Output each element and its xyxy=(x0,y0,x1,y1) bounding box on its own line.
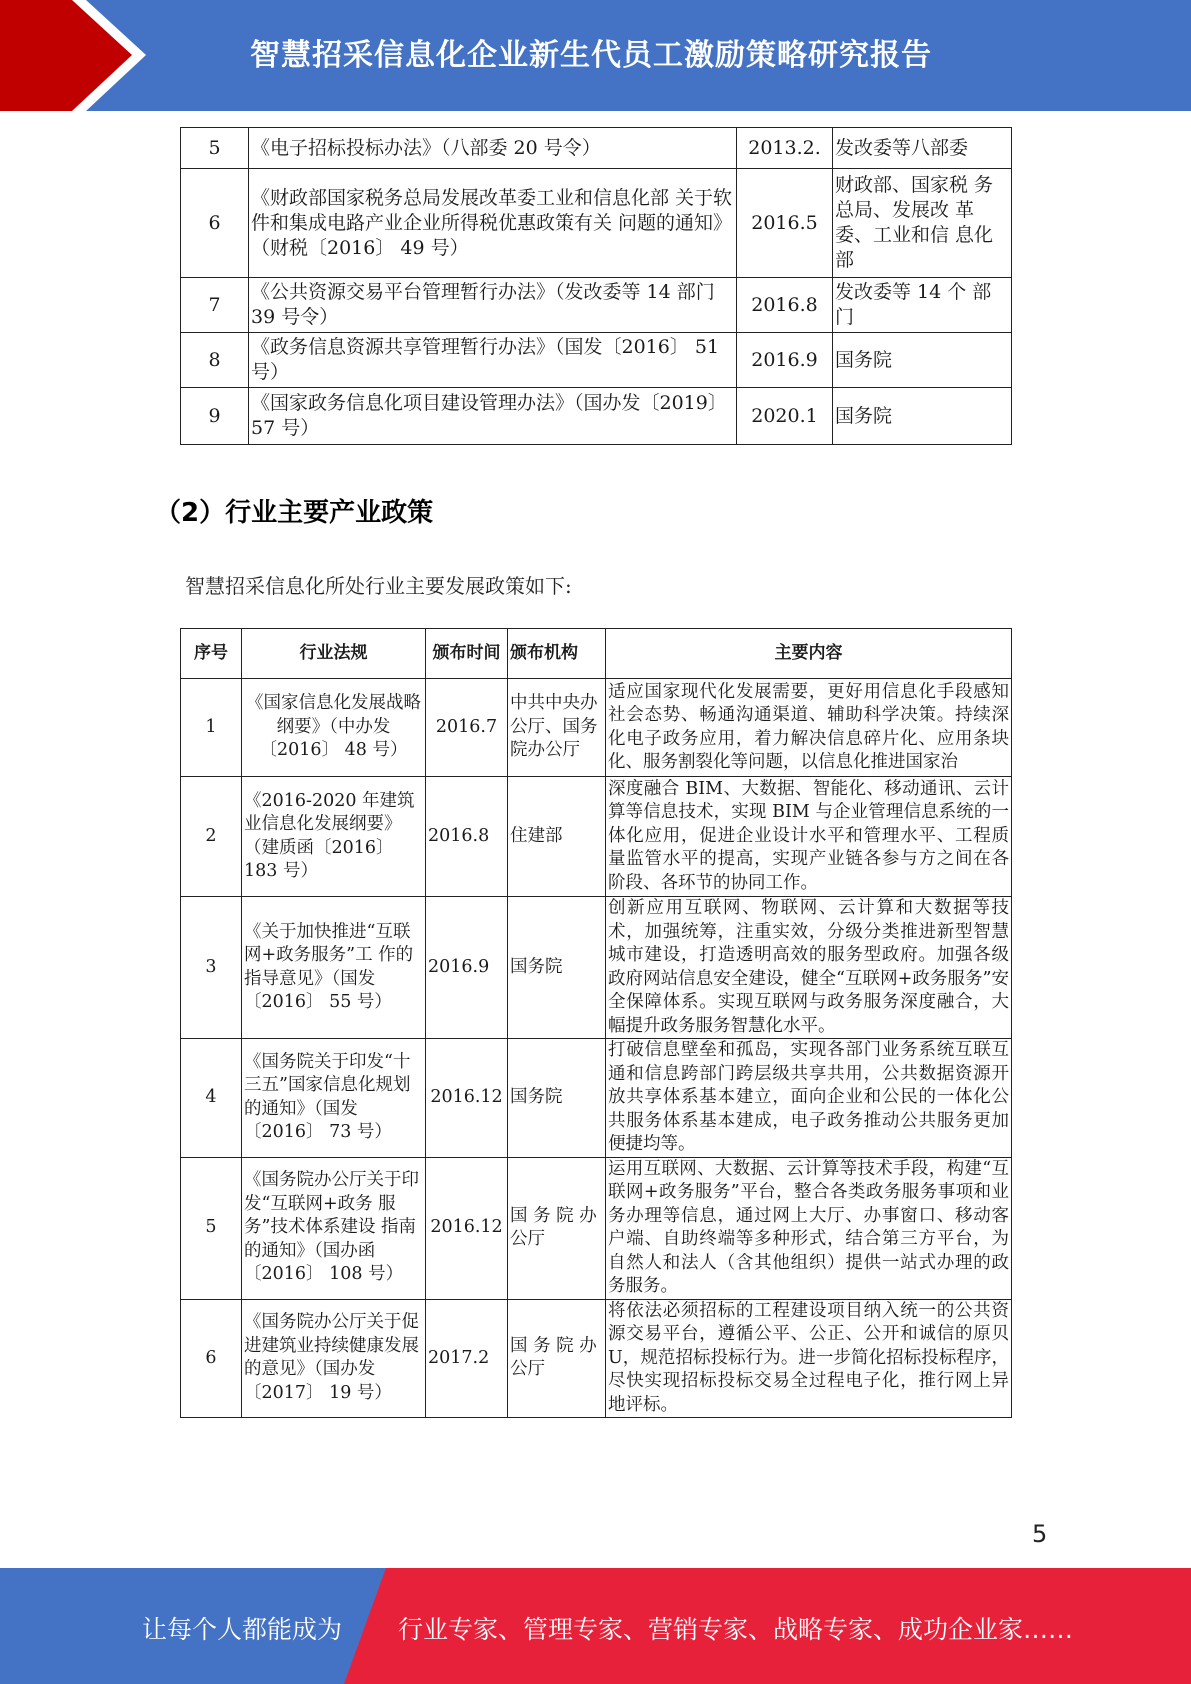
footer-slogan-right: 行业专家、管理专家、营销专家、战略专家、成功企业家…… xyxy=(398,1615,1074,1644)
table-row xyxy=(181,777,1012,897)
regulation-name: 《关于加快推进“互联网+政务服务”工 作的指导意见》（国发〔2016〕 55 号） xyxy=(242,897,426,1039)
issue-date: 2016.8 xyxy=(426,777,508,897)
section-heading: （2）行业主要产业政策 xyxy=(155,498,434,528)
regulation-name: 《2016-2020 年建筑 业信息化发展纲要》（建质函〔2016〕 183 号） xyxy=(242,777,426,897)
table-row xyxy=(181,897,1012,1039)
issue-date: 2016.12 xyxy=(426,1039,508,1158)
regulation-name: 《财政部国家税务总局发展改革委工业和信息化部 关于软件和集成电路产业企业所得税优惠政策有关 问题的通知》（财税〔2016〕 49 号） xyxy=(249,169,737,278)
regulation-name: 《公共资源交易平台管理暂行办法》（发改委等 14 部门 39 号令） xyxy=(249,278,737,333)
regulation-name: 《国务院关于印发“十三五”国家信息化规划的通知》（国发〔2016〕 73 号） xyxy=(242,1039,426,1158)
main-content: 运用互联网、大数据、云计算等技术手段，构建“互联网+政务服务”平台，整合各类政务服务事项和业务办理等信息，通过网上大厅、办事窗口、移动客户端、自助终端等多种形式，结合第三方平台，为自然人和法人（含其他组织）提供一站式办理的政务服务。 xyxy=(606,1157,1012,1299)
main-content: 深度融合 BIM、大数据、智能化、移动通讯、云计算等信息技术，实现 BIM 与企业管理信息系统的一体化应用，促进企业设计水平和管理水平、工程质量监管水平的提高，实现产业链各参与方之间在各阶段、各环节的协同工作。 xyxy=(606,777,1012,897)
section-intro: 智慧招采信息化所处行业主要发展政策如下: xyxy=(185,574,572,598)
issue-date: 2016.5 xyxy=(737,169,833,278)
row-number: 5 xyxy=(181,1157,242,1299)
row-number: 2 xyxy=(181,777,242,897)
regulation-name: 《国家信息化发展战略纲要》（中办发〔2016〕 48 号） xyxy=(242,679,426,777)
row-number: 8 xyxy=(181,333,249,388)
issue-date: 2016.8 xyxy=(737,278,833,333)
table-row xyxy=(181,679,1012,777)
row-number: 9 xyxy=(181,388,249,445)
table-row xyxy=(181,1157,1012,1299)
footer-slogan-left: 让每个人都能成为 xyxy=(142,1615,343,1644)
table-row xyxy=(181,388,1012,445)
row-number: 6 xyxy=(181,169,249,278)
header-agency: 颁布机构 xyxy=(508,629,606,679)
issuing-agency: 发改委等 14 个 部门 xyxy=(833,278,1012,333)
issuing-agency: 发改委等八部委 xyxy=(833,128,1012,169)
issue-date: 2017.2 xyxy=(426,1299,508,1418)
report-title: 智慧招采信息化企业新生代员工激励策略研究报告 xyxy=(250,38,932,73)
issue-date: 2020.1 xyxy=(737,388,833,445)
table-row xyxy=(181,278,1012,333)
issue-date: 2016.9 xyxy=(426,897,508,1039)
table-row xyxy=(181,333,1012,388)
main-content: 创新应用互联网、物联网、云计算和大数据等技术，加强统筹，注重实效，分级分类推进新型智慧城市建设，打造透明高效的服务型政府。加强各级政府网站信息安全建设，健全“互联网+政务服务”安全保障体系。实现互联网与政务服务深度融合，大幅提升政务服务智慧化水平。 xyxy=(606,897,1012,1039)
issuing-agency: 国务院 xyxy=(508,1039,606,1158)
page-number: 5 xyxy=(1032,1520,1048,1548)
table-header-row xyxy=(181,629,1012,679)
regulation-name: 《国务院办公厅关于印发“互联网+政务 服务”技术体系建设 指南的通知》（国办函〔2016〕 108 号） xyxy=(242,1157,426,1299)
page-header xyxy=(0,0,1191,111)
regulation-name: 《政务信息资源共享管理暂行办法》（国发〔2016〕 51 号） xyxy=(249,333,737,388)
issue-date: 2016.9 xyxy=(737,333,833,388)
row-number: 4 xyxy=(181,1039,242,1158)
issuing-agency: 住建部 xyxy=(508,777,606,897)
row-number: 3 xyxy=(181,897,242,1039)
table-row xyxy=(181,169,1012,278)
header-regulation: 行业法规 xyxy=(242,629,426,679)
main-content: 打破信息壁垒和孤岛，实现各部门业务系统互联互通和信息跨部门跨层级共享共用，公共数据资源开放共享体系基本建立，面向企业和公民的一体化公共服务体系基本建成，电子政务推动公共服务更加便捷均等。 xyxy=(606,1039,1012,1158)
industry-policy-table xyxy=(180,628,1012,1418)
page-footer xyxy=(0,1568,1191,1684)
issuing-agency: 国 务 院 办公厅 xyxy=(508,1157,606,1299)
table-row xyxy=(181,1039,1012,1158)
row-number: 7 xyxy=(181,278,249,333)
issue-date: 2016.12 xyxy=(426,1157,508,1299)
issuing-agency: 国务院 xyxy=(833,333,1012,388)
issuing-agency: 国 务 院 办公厅 xyxy=(508,1299,606,1418)
header-arrow-decoration xyxy=(0,0,150,111)
regulation-name: 《国家政务信息化项目建设管理办法》（国办发〔2019〕 57 号） xyxy=(249,388,737,445)
issue-date: 2016.7 xyxy=(426,679,508,777)
policy-table-continued xyxy=(180,127,1012,445)
main-content: 适应国家现代化发展需要，更好用信息化手段感知社会态势、畅通沟通渠道、辅助科学决策。持续深化电子政务应用，着力解决信息碎片化、应用条块化、服务割裂化等问题，以信息化推进国家治 xyxy=(606,679,1012,777)
regulation-name: 《电子招标投标办法》（八部委 20 号令） xyxy=(249,128,737,169)
regulation-name: 《国务院办公厅关于促进建筑业持续健康发展的意见》（国办发〔2017〕 19 号） xyxy=(242,1299,426,1418)
issue-date: 2013.2. xyxy=(737,128,833,169)
row-number: 1 xyxy=(181,679,242,777)
header-number: 序号 xyxy=(181,629,242,679)
header-date: 颁布时间 xyxy=(426,629,508,679)
row-number: 5 xyxy=(181,128,249,169)
issuing-agency: 中共中央办公厅、国务院办公厅 xyxy=(508,679,606,777)
row-number: 6 xyxy=(181,1299,242,1418)
issuing-agency: 国务院 xyxy=(833,388,1012,445)
header-content: 主要内容 xyxy=(606,629,1012,679)
table-row xyxy=(181,1299,1012,1418)
main-content: 将依法必须招标的工程建设项目纳入统一的公共资源交易平台，遵循公平、公正、公开和诚信的原贝 U，规范招标投标行为。进一步简化招标投标程序，尽快实现招标投标交易全过程电子化，推行网上异地评标。 xyxy=(606,1299,1012,1418)
issuing-agency: 财政部、国家税 务总局、发展改 革委、工业和信 息化部 xyxy=(833,169,1012,278)
issuing-agency: 国务院 xyxy=(508,897,606,1039)
table-row xyxy=(181,128,1012,169)
